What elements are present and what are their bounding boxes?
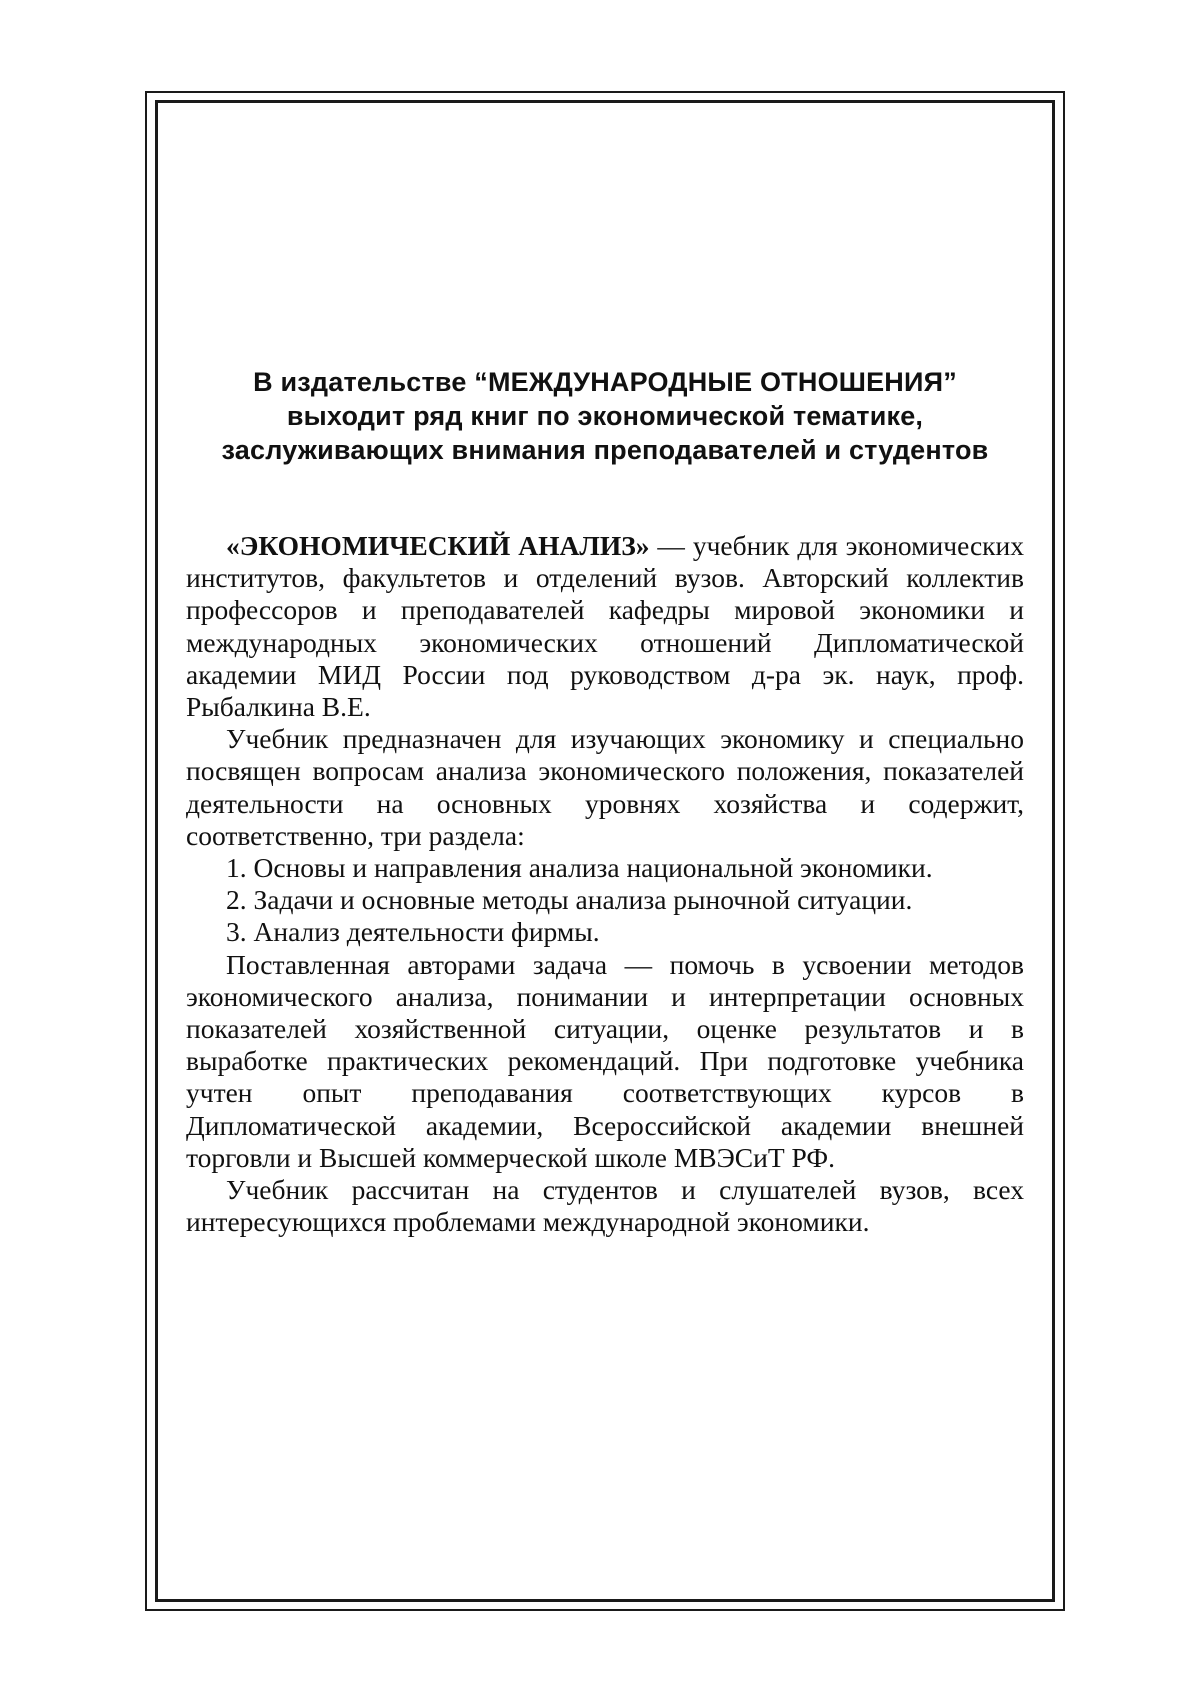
book-task-paragraph: Поставленная авторами задача — помочь в усвоении методов экономического анализа, понимании и интерпретации основных показателей хозяйственной ситуации, оценке результатов и в выработке практических рекомендаций. При подготовке учебника учтен опыт преподавания соответствующих курсов в Дипломатической академии, Всероссийской академии внешней торговли и Высшей коммерческой школе МВЭСиТ РФ. [186, 948, 1024, 1173]
book-title: «ЭКОНОМИЧЕСКИЙ АНАЛИЗ» [226, 530, 650, 561]
book-audience-paragraph: Учебник рассчитан на студентов и слушателей вузов, всех интересующихся проблемами международной экономики. [186, 1174, 1024, 1238]
book-section-2: 2. Задачи и основные методы анализа рыночной ситуации. [226, 884, 913, 916]
heading-line-1: В издательстве “МЕЖДУНАРОДНЫЕ ОТНОШЕНИЯ” [253, 367, 957, 397]
heading-line-2: выходит ряд книг по экономической тематике, [286, 401, 924, 431]
book-purpose-paragraph: Учебник предназначен для изучающих экономику и специально посвящен вопросам анализа экономического положения, показателей деятельности на основных уровнях хозяйства и содержит, соответственно, три раздела: [186, 723, 1024, 851]
book-intro-text: — учебник для экономических институтов, факультетов и отделений вузов. Авторский коллектив профессоров и преподавателей кафедры мировой экономики и международных экономических отношений Дипломатической академии МИД России под руководством д-ра эк. наук, проф. Рыбалкина В.Е. [186, 530, 1024, 723]
announcement-content [186, 365, 1024, 1238]
book-description [186, 530, 1024, 1238]
announcement-heading [186, 365, 1024, 467]
book-intro-paragraph [186, 530, 1024, 723]
book-section-1: 1. Основы и направления анализа национальной экономики. [226, 852, 933, 884]
heading-line-3: заслуживающих внимания преподавателей и студентов [221, 435, 989, 465]
book-section-3: 3. Анализ деятельности фирмы. [226, 916, 600, 948]
